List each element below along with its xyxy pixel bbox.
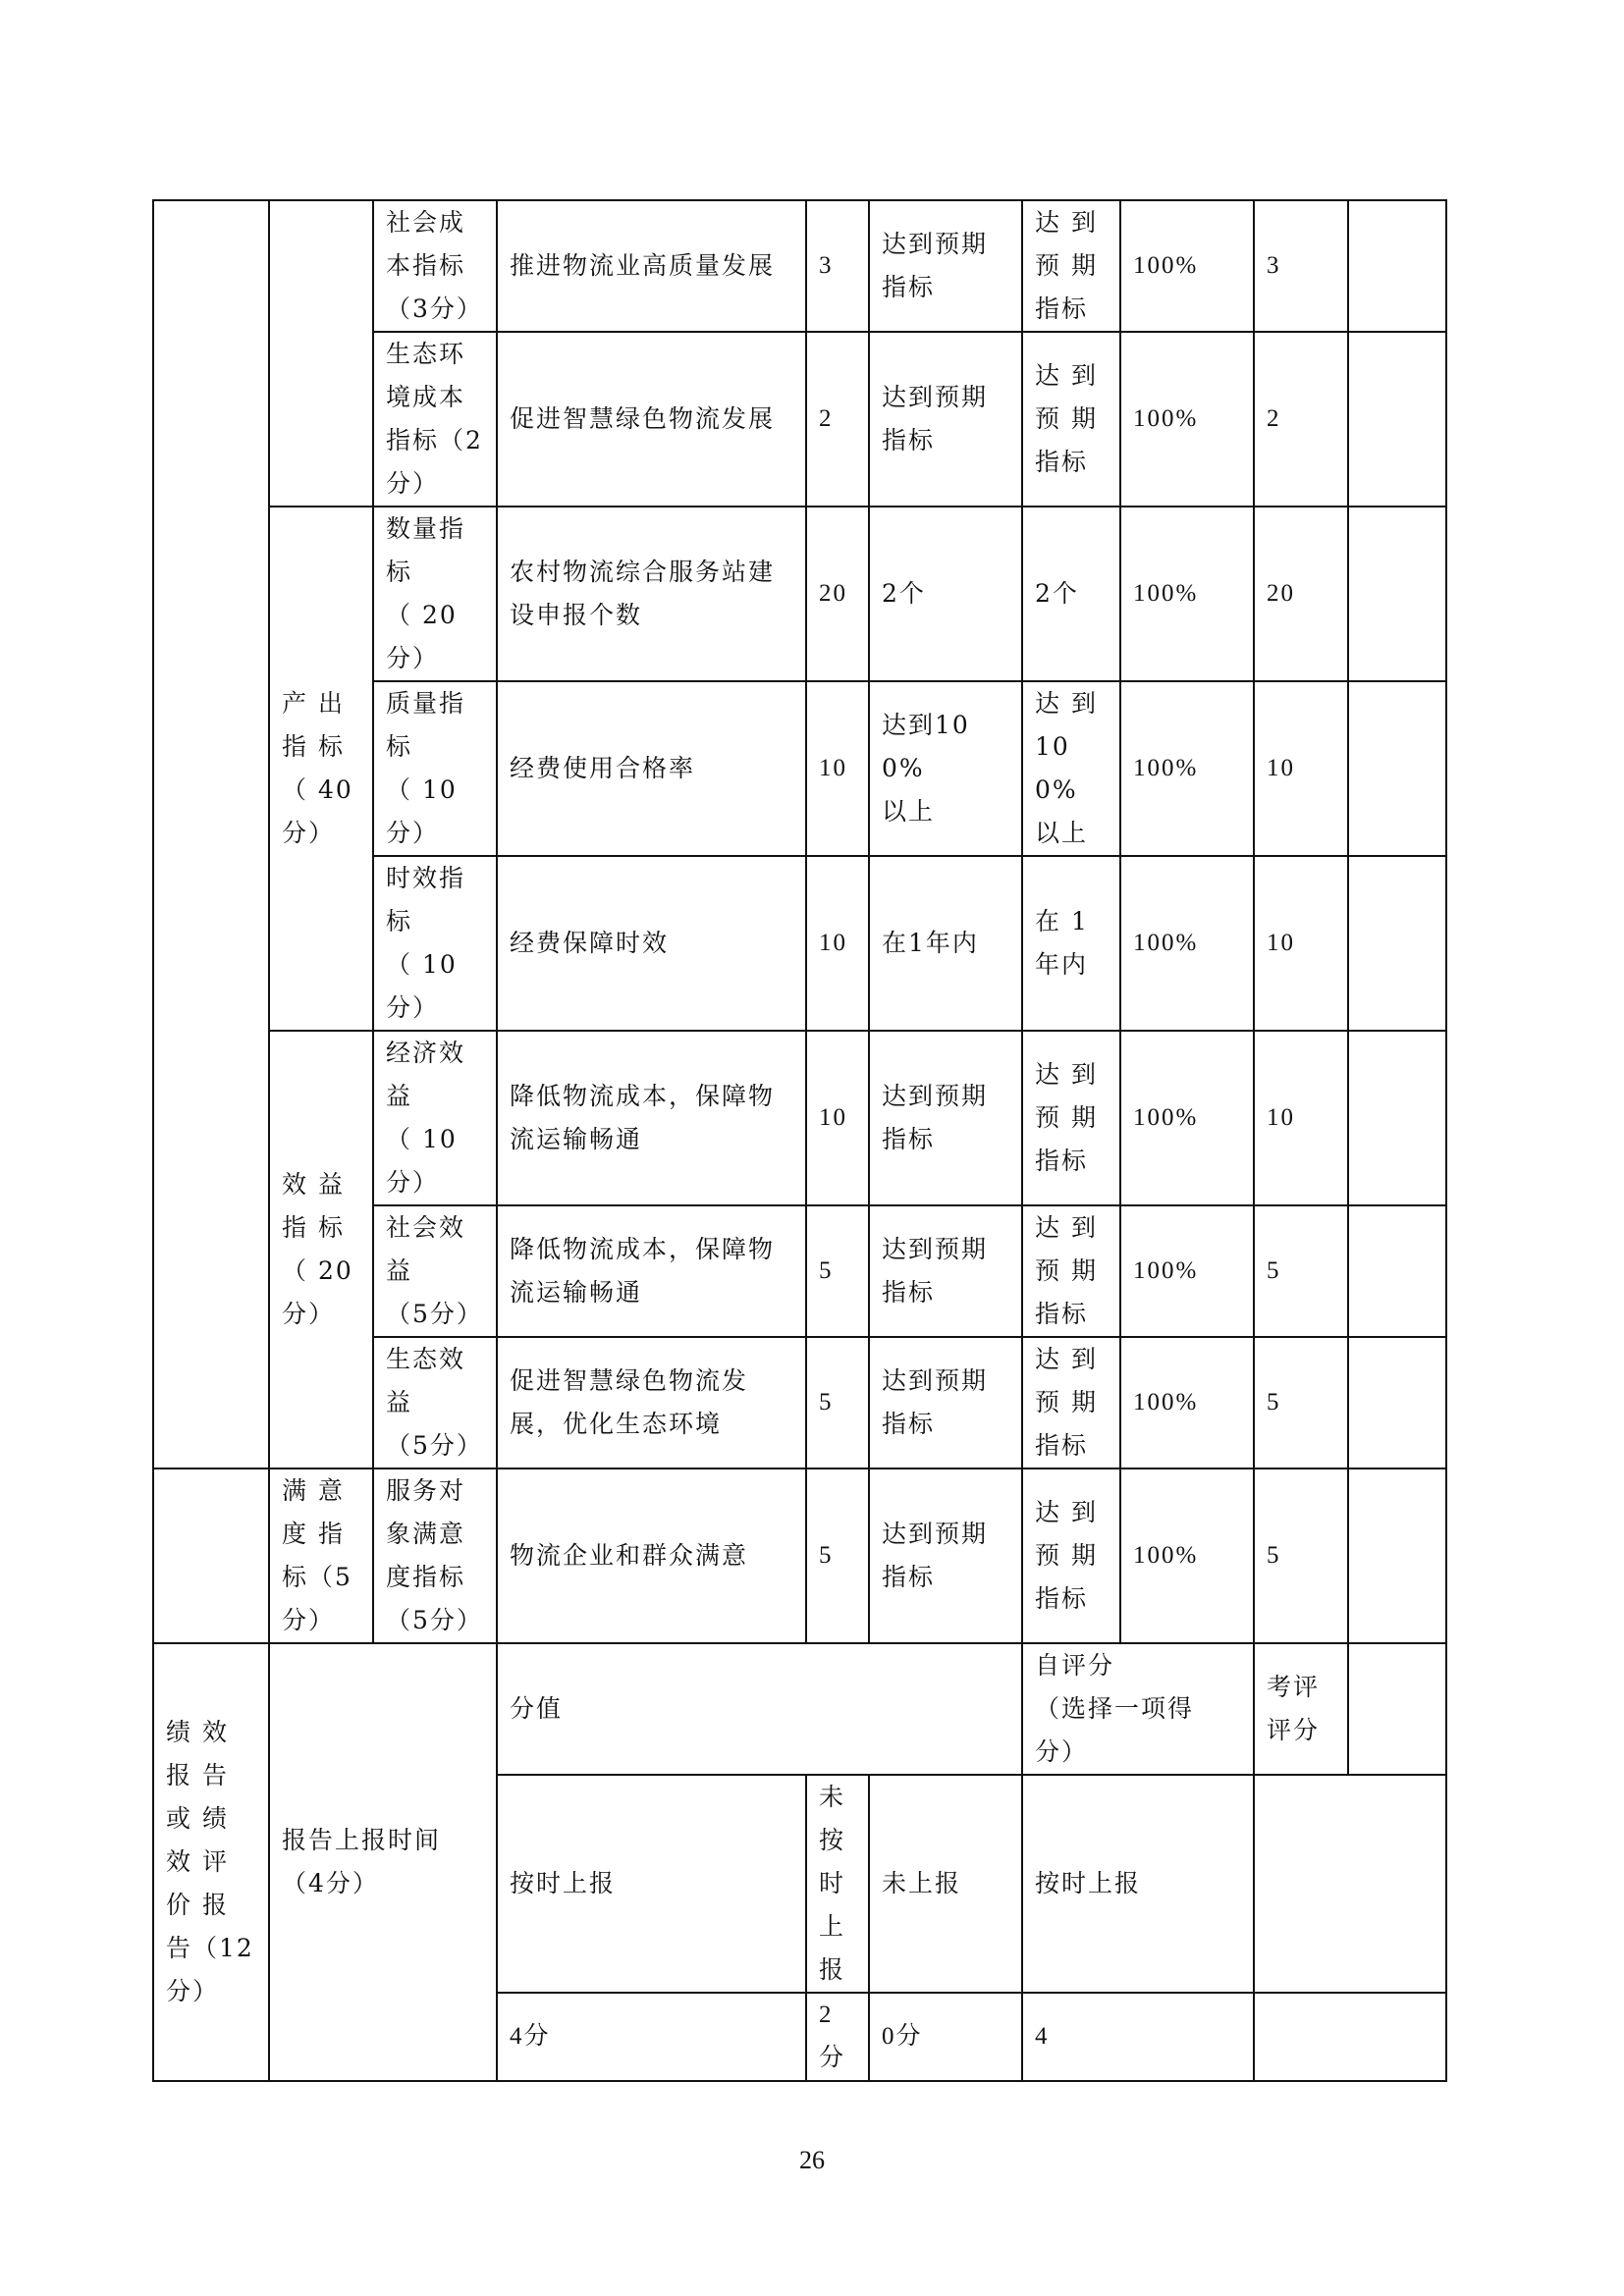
level1-blank-cell xyxy=(153,1468,269,1643)
completion-rate-cell: 100% xyxy=(1120,1468,1254,1643)
content-cell: 降低物流成本，保障物 流运输畅通 xyxy=(497,1205,806,1337)
content-cell: 农村物流综合服务站建 设申报个数 xyxy=(497,507,806,681)
score-cell: 5 xyxy=(1254,1337,1348,1468)
weight-cell: 10 xyxy=(806,856,869,1031)
actual-value-cell: 达 到 预 期 指标 xyxy=(1022,1205,1120,1337)
actual-value-cell: 达 到 100% 以上 xyxy=(1022,681,1120,856)
empty-cell xyxy=(1348,1205,1446,1337)
empty-cell xyxy=(1348,1337,1446,1468)
target-value-cell: 达到预期 指标 xyxy=(869,1031,1022,1205)
content-cell: 促进智慧绿色物流发展 xyxy=(497,332,806,507)
weight-cell: 5 xyxy=(806,1205,869,1337)
weight-cell: 2 xyxy=(806,332,869,507)
level1-blank-cell xyxy=(153,200,269,1468)
weight-cell: 10 xyxy=(806,1031,869,1205)
level2-indicator-cell: 产 出 指 标 （ 40 分） xyxy=(269,507,373,1031)
metric-row xyxy=(153,507,1446,681)
empty-cell xyxy=(1348,1031,1446,1205)
review-score-header-cell: 考评 评分 xyxy=(1254,1643,1348,1775)
level3-indicator-cell: 社会效 益 （5分） xyxy=(373,1205,497,1337)
score-cell: 20 xyxy=(1254,507,1348,681)
score-cell: 3 xyxy=(1254,200,1348,332)
option-late-cell: 未 按 时 上 报 xyxy=(806,1775,869,1993)
completion-rate-cell: 100% xyxy=(1120,1031,1254,1205)
empty-cell xyxy=(1348,200,1446,332)
metric-row xyxy=(153,1031,1446,1205)
target-value-cell: 2个 xyxy=(869,507,1022,681)
actual-value-cell: 达 到 预 期 指标 xyxy=(1022,200,1120,332)
actual-value-cell: 达 到 预 期 指标 xyxy=(1022,1031,1120,1205)
weight-cell: 5 xyxy=(806,1468,869,1643)
review-empty-cell xyxy=(1254,1775,1446,1993)
target-value-cell: 在1年内 xyxy=(869,856,1022,1031)
target-value-cell: 达到预期 指标 xyxy=(869,1205,1022,1337)
review-empty-cell xyxy=(1254,1993,1446,2081)
actual-value-cell: 达 到 预 期 指标 xyxy=(1022,1468,1120,1643)
level3-indicator-cell: 生态效 益 （5分） xyxy=(373,1337,497,1468)
score-cell: 10 xyxy=(1254,856,1348,1031)
target-value-cell: 达到预期 指标 xyxy=(869,332,1022,507)
metric-row xyxy=(153,1468,1446,1643)
score-header-cell: 分值 xyxy=(497,1643,1022,1775)
actual-value-cell: 在 1 年内 xyxy=(1022,856,1120,1031)
content-cell: 经费使用合格率 xyxy=(497,681,806,856)
actual-value-cell: 2个 xyxy=(1022,507,1120,681)
level3-indicator-cell: 数量指 标 （ 20 分） xyxy=(373,507,497,681)
completion-rate-cell: 100% xyxy=(1120,856,1254,1031)
performance-evaluation-table xyxy=(152,199,1447,2082)
level2-indicator-cell: 效 益 指 标 （ 20 分） xyxy=(269,1031,373,1468)
completion-rate-cell: 100% xyxy=(1120,507,1254,681)
completion-rate-cell: 100% xyxy=(1120,681,1254,856)
points-on-time-cell: 4分 xyxy=(497,1993,806,2081)
completion-rate-cell: 100% xyxy=(1120,200,1254,332)
report-item-cell: 报告上报时间 （4分） xyxy=(269,1643,497,2081)
weight-cell: 3 xyxy=(806,200,869,332)
level3-indicator-cell: 服务对 象满意 度指标 （5分） xyxy=(373,1468,497,1643)
option-not-reported-cell: 未上报 xyxy=(869,1775,1022,1993)
metric-row xyxy=(153,200,1446,332)
target-value-cell: 达到预期 指标 xyxy=(869,200,1022,332)
level3-indicator-cell: 生态环 境成本 指标（2 分） xyxy=(373,332,497,507)
content-cell: 促进智慧绿色物流发 展，优化生态环境 xyxy=(497,1337,806,1468)
empty-cell xyxy=(1348,507,1446,681)
points-late-cell: 2 分 xyxy=(806,1993,869,2081)
target-value-cell: 达到预期 指标 xyxy=(869,1468,1022,1643)
report-category-cell: 绩 效 报 告 或 绩 效 评 价 报 告（12 分） xyxy=(153,1643,269,2081)
level3-indicator-cell: 社会成 本指标 （3分） xyxy=(373,200,497,332)
content-cell: 物流企业和群众满意 xyxy=(497,1468,806,1643)
option-on-time-cell: 按时上报 xyxy=(497,1775,806,1993)
content-cell: 降低物流成本，保障物 流运输畅通 xyxy=(497,1031,806,1205)
level2-indicator-cell: 满 意 度 指 标（5 分） xyxy=(269,1468,373,1643)
score-cell: 10 xyxy=(1254,1031,1348,1205)
completion-rate-cell: 100% xyxy=(1120,332,1254,507)
empty-cell xyxy=(1348,681,1446,856)
content-cell: 经费保障时效 xyxy=(497,856,806,1031)
completion-rate-cell: 100% xyxy=(1120,1337,1254,1468)
empty-cell xyxy=(1348,332,1446,507)
self-score-value-cell: 4 xyxy=(1022,1993,1254,2081)
score-cell: 10 xyxy=(1254,681,1348,856)
target-value-cell: 达到100% 以上 xyxy=(869,681,1022,856)
weight-cell: 5 xyxy=(806,1337,869,1468)
self-choice-cell: 按时上报 xyxy=(1022,1775,1254,1993)
weight-cell: 20 xyxy=(806,507,869,681)
level3-indicator-cell: 质量指 标 （ 10 分） xyxy=(373,681,497,856)
empty-cell xyxy=(1348,856,1446,1031)
weight-cell: 10 xyxy=(806,681,869,856)
empty-cell xyxy=(1348,1468,1446,1643)
actual-value-cell: 达 到 预 期 指标 xyxy=(1022,1337,1120,1468)
content-cell: 推进物流业高质量发展 xyxy=(497,200,806,332)
level2-blank-cell xyxy=(269,200,373,507)
report-header-row xyxy=(153,1643,1446,1775)
completion-rate-cell: 100% xyxy=(1120,1205,1254,1337)
level3-indicator-cell: 时效指 标 （ 10 分） xyxy=(373,856,497,1031)
performance-table-page xyxy=(152,199,1445,2071)
target-value-cell: 达到预期 指标 xyxy=(869,1337,1022,1468)
empty-cell xyxy=(1348,1643,1446,1775)
score-cell: 5 xyxy=(1254,1468,1348,1643)
page-number: 26 xyxy=(799,2146,825,2174)
score-cell: 2 xyxy=(1254,332,1348,507)
points-not-reported-cell: 0分 xyxy=(869,1993,1022,2081)
self-score-header-cell: 自评分 （选择一项得 分） xyxy=(1022,1643,1254,1775)
actual-value-cell: 达 到 预 期 指标 xyxy=(1022,332,1120,507)
level3-indicator-cell: 经济效 益 （ 10 分） xyxy=(373,1031,497,1205)
score-cell: 5 xyxy=(1254,1205,1348,1337)
table-body xyxy=(153,200,1446,2081)
